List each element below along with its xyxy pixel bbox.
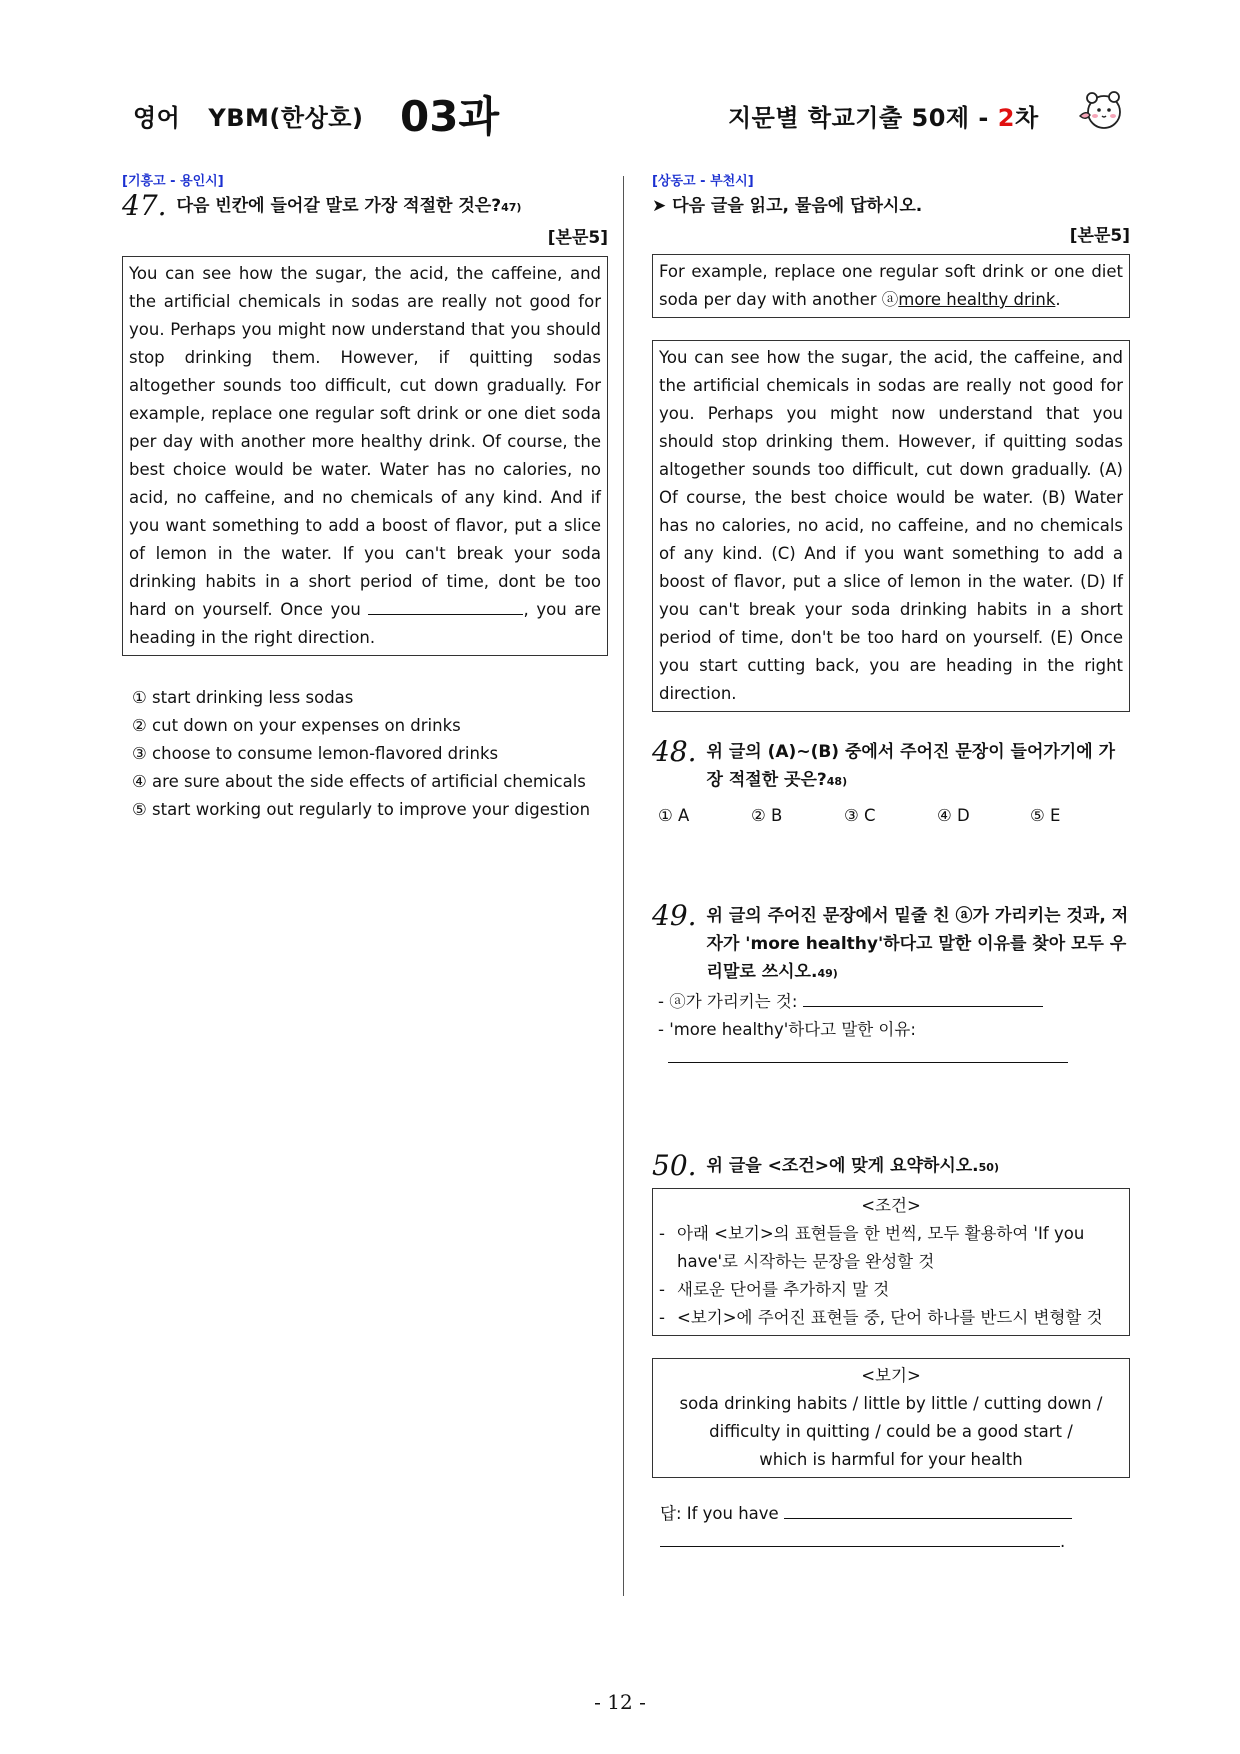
question-number: 48.: [652, 735, 697, 768]
source-tag: [상동고 - 부천시]: [652, 174, 754, 189]
option-row: [652, 802, 1130, 830]
answer-label-1: - ⓐ가 가리키는 것:: [658, 992, 798, 1011]
round-suffix: 차: [1014, 104, 1039, 132]
choice-5[interactable]: ⑤ start working out regularly to improve your digestion: [132, 800, 591, 819]
option-c[interactable]: ③ C: [844, 806, 876, 825]
passage-box: [122, 256, 608, 656]
page-title: [728, 98, 1039, 133]
instruction: ➤ 다음 글을 읽고, 물음에 답하시오.: [652, 196, 923, 216]
answer-line-1: [658, 988, 1130, 1016]
condition-item: - 새로운 단어를 추가하지 말 것: [659, 1276, 1123, 1304]
example-line: difficulty in quitting / could be a good start /: [709, 1422, 1073, 1441]
question-number: 49.: [652, 899, 697, 932]
option-d[interactable]: ④ D: [937, 806, 970, 825]
footnote-ref: 49): [817, 967, 838, 980]
answer-area: [652, 1500, 1130, 1556]
section-label: [본문5]: [1069, 226, 1130, 246]
option-b[interactable]: ② B: [751, 806, 783, 825]
answer-input-2[interactable]: [668, 1044, 1068, 1063]
choice-list: [122, 684, 608, 824]
condition-item: - <보기>에 주어진 표현들 중, 단어 하나를 반드시 변형할 것: [659, 1304, 1123, 1332]
round-number: 2: [997, 104, 1015, 132]
answer-input-2[interactable]: [660, 1528, 1060, 1547]
question-text: [707, 738, 1130, 796]
choice-1[interactable]: ① start drinking less sodas: [132, 688, 354, 707]
question-prompt: 위 글을 <조건>에 맞게 요약하시오.: [706, 1156, 979, 1176]
answer-end: .: [1060, 1532, 1066, 1551]
bear-mascot-icon: [1076, 86, 1126, 136]
answer-blank[interactable]: [368, 596, 523, 615]
choice-4[interactable]: ④ are sure about the side effects of artificial chemicals: [132, 772, 586, 791]
passage-text-end: , you are heading in the right direction.: [129, 600, 601, 647]
publisher: YBM(한상호): [208, 104, 364, 132]
subject: 영어: [133, 104, 181, 132]
given-text: For example, replace one regular soft drink or one diet soda per day with another: [659, 262, 1123, 309]
choice-2[interactable]: ② cut down on your expenses on drinks: [132, 716, 461, 735]
question-49: [652, 899, 1130, 988]
question-number: 50.: [652, 1149, 697, 1182]
question-prompt: 위 글의 주어진 문장에서 밑줄 친 ⓐ가 가리키는 것과, 저자가 'more healthy'하다고 말한 이유를 찾아 모두 우리말로 쓰시오.: [706, 906, 1129, 982]
page-number: - 12 -: [594, 1690, 646, 1714]
condition-text: <보기>에 주어진 표현들 중, 단어 하나를 반드시 변형할 것: [677, 1308, 1103, 1327]
example-line: soda drinking habits / little by little / cutting down /: [679, 1394, 1103, 1413]
question-prompt: 위 글의 (A)~(B) 중에서 주어진 문장이 들어가기에 가장 적절한 곳은?: [706, 742, 1115, 790]
subject-header: [133, 98, 363, 133]
question-line: [122, 189, 608, 222]
example-box: [652, 1358, 1130, 1478]
condition-text: 아래 <보기>의 표현들을 한 번씩, 모두 활용하여 'If you have'로 시작하는 문장을 완성할 것: [677, 1224, 1085, 1271]
title-prefix: 지문별 학교기출 50제 -: [728, 104, 998, 132]
condition-title: <조건>: [861, 1196, 921, 1215]
question-text: [707, 1152, 999, 1182]
given-sentence-box: [652, 254, 1130, 318]
footnote-ref: 47): [501, 201, 522, 214]
answer-area: [652, 988, 1130, 1072]
answer-input-1[interactable]: [784, 1500, 1072, 1519]
choice-3[interactable]: ③ choose to consume lemon-flavored drinks: [132, 744, 499, 763]
example-line: which is harmful for your health: [759, 1450, 1023, 1469]
answer-input-1[interactable]: [803, 988, 1043, 1007]
right-column: [652, 174, 1130, 1556]
condition-item: - 아래 <보기>의 표현들을 한 번씩, 모두 활용하여 'If you have'로 시작하는 문장을 완성할 것: [659, 1220, 1123, 1276]
question-50: [652, 1149, 1130, 1182]
option-e[interactable]: ⑤ E: [1030, 806, 1061, 825]
question-prompt: 다음 빈칸에 들어갈 말로 가장 적절한 것은?: [176, 196, 502, 216]
column-divider: [623, 176, 624, 1596]
given-underlined: more healthy drink: [898, 290, 1056, 309]
footnote-ref: 50): [978, 1161, 999, 1174]
question-text: [177, 192, 522, 222]
answer-label: 답: If you have: [660, 1504, 779, 1523]
given-end: .: [1055, 290, 1061, 309]
passage-box: You can see how the sugar, the acid, the caffeine, and the artificial chemicals in sodas are really not good for you. Perhaps you might now understand that you should stop drinking them. However, if quitting sodas altogether sounds too difficult, cut down gradually. (A) Of course, the best choice would be water. (B) Water has no calories, no acid, no caffeine, and no chemicals of any kind. (C) And if you want something to add a boost of flavor, put a slice of lemon in the water. (D) If you can't break your soda drinking habits in a short period of time, don't be too hard on yourself. (E) Once you start cutting back, you are heading in the right direction.: [652, 340, 1130, 712]
condition-box: [652, 1188, 1130, 1336]
answer-line-2: - 'more healthy'하다고 말한 이유:: [658, 1020, 916, 1039]
question-48: [652, 735, 1130, 796]
source-tag: [기흥고 - 용인시]: [122, 174, 224, 189]
condition-text: 새로운 단어를 추가하지 말 것: [677, 1280, 890, 1299]
example-title: <보기>: [861, 1366, 921, 1385]
footnote-ref: 48): [826, 775, 848, 788]
option-a[interactable]: ① A: [658, 806, 690, 825]
section-label: [본문5]: [547, 228, 608, 248]
lesson-title: 03과: [400, 92, 500, 141]
passage-text: You can see how the sugar, the acid, the caffeine, and the artificial chemicals in sodas are really not good for you. Perhaps you might now understand that you should stop drinking them. However, if quitting sodas altogether sounds too difficult, cut down gradually. For example, replace one regular soft drink or one diet soda per day with another more healthy drink. Of course, the best choice would be water. Water has no calories, no acid, no caffeine, and no chemicals of any kind. And if you want something to add a boost of flavor, put a slice of lemon in the water. If you can't break your soda drinking habits in a short period of time, dont be too hard on yourself. Once you: [129, 264, 601, 619]
given-marker: ⓐ: [881, 290, 899, 309]
question-47: [122, 174, 608, 824]
question-number: 47.: [122, 189, 167, 222]
question-text: [707, 902, 1130, 988]
